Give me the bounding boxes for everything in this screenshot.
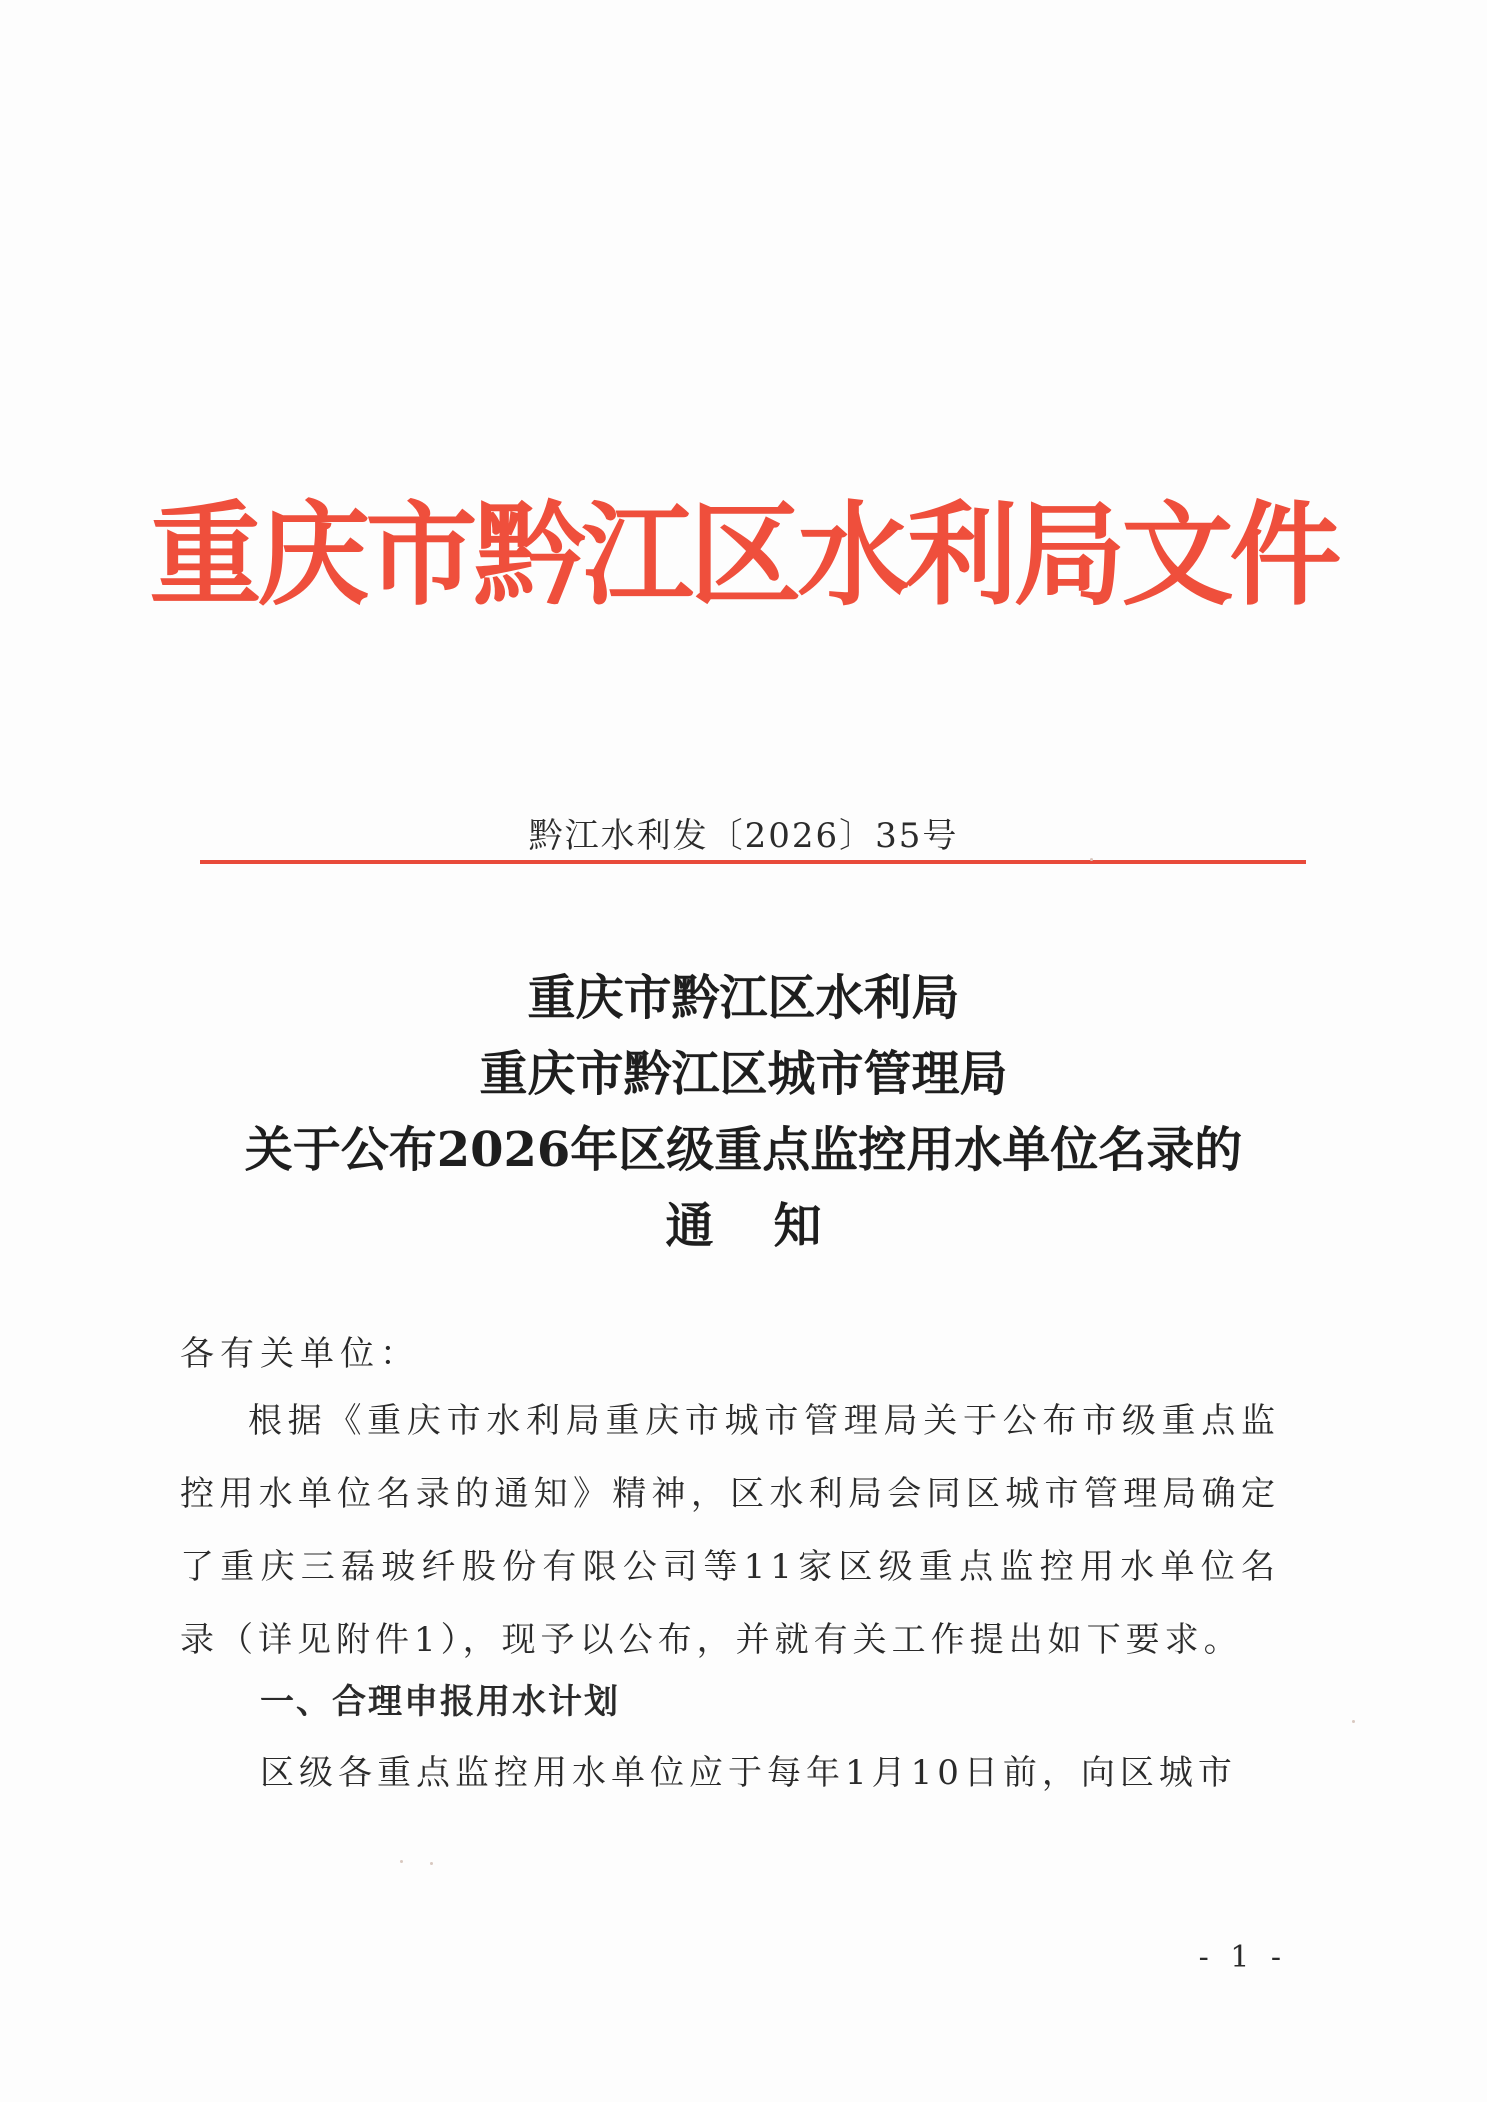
title-line-3: 关于公布2026年区级重点监控用水单位名录的 <box>244 1122 1243 1178</box>
red-divider-line <box>200 860 1306 864</box>
scan-speck <box>1352 1720 1355 1723</box>
scan-speck <box>430 1862 433 1865</box>
page-number: - 1 - <box>1198 1940 1287 1975</box>
notice-title <box>0 960 1487 1264</box>
title-line-2: 重庆市黔江区城市管理局 <box>479 1046 1008 1102</box>
title-line-1: 重庆市黔江区水利局 <box>527 970 960 1026</box>
salutation: 各有关单位： <box>180 1334 420 1374</box>
scan-speck <box>1090 858 1093 861</box>
document-number: 黔江水利发〔2026〕35号 <box>528 816 959 856</box>
title-line-4: 通知 <box>665 1198 882 1254</box>
section-1-heading: 一、合理申报用水计划 <box>260 1682 620 1722</box>
masthead-title: 重庆市黔江区水利局文件 <box>149 491 1338 621</box>
body-paragraph: 根据《重庆市水利局重庆市城市管理局关于公布市级重点监控用水单位名录的通知》精神，区水利局会同区城市管理局确定了重庆三磊玻纤股份有限公司等11家区级重点监控用水单位名录（详见附件1），现予以公布，并就有关工作提出如下要求。 <box>180 1401 1280 1660</box>
section-1-text: 区级各重点监控用水单位应于每年1月10日前，向区城市 <box>260 1753 1237 1793</box>
scan-speck <box>400 1860 403 1863</box>
